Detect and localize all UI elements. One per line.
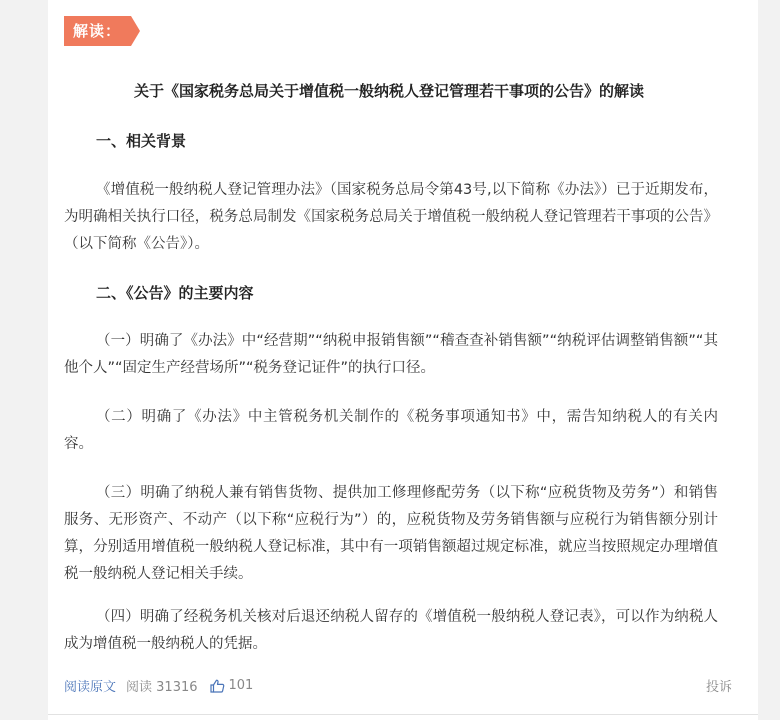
- section-heading-main-content: 二、《公告》的主要内容: [96, 284, 254, 302]
- interpretation-tag: [64, 16, 140, 46]
- section-heading-background: 一、相关背景: [96, 132, 187, 150]
- article-footer: [48, 672, 758, 700]
- report-button[interactable]: 投诉: [705, 680, 732, 695]
- content-item-2: （二）明确了《办法》中主管税务机关制作的《税务事项通知书》中，需告知纳税人的有关内容。: [64, 409, 718, 452]
- article-title: 关于《国家税务总局关于增值税一般纳税人登记管理若干事项的公告》的解读: [133, 82, 644, 100]
- thumbs-up-icon: [210, 679, 225, 693]
- content-item-4: （四）明确了经税务机关核对后退还纳税人留存的《增值税一般纳税人登记表》，可以作为纳税人成为增值税一般纳税人的凭据。: [64, 609, 718, 652]
- interpretation-tag-label: 解读：: [64, 16, 131, 46]
- read-count: 阅读 31316: [126, 680, 198, 695]
- footer-left-group: [64, 676, 253, 695]
- content-item-3: （三）明确了纳税人兼有销售货物、提供加工修理修配劳务（以下称“应税货物及劳务”）和销售服务、无形资产、不动产（以下称“应税行为”）的，应税货物及劳务销售额与应税行为销售额分别计算，分别适用增值税一般纳税人登记标准，其中有一项销售额超过规定标准，就应当按照规定办理增值税一般纳税人登记相关手续。: [64, 485, 718, 582]
- like-button[interactable]: [210, 678, 254, 693]
- footer-divider: [48, 714, 758, 715]
- content-item-1: （一）明确了《办法》中“经营期”“纳税申报销售额”“稽查查补销售额”“纳税评估调整销售额”“其他个人”“固定生产经营场所”“税务登记证件”的执行口径。: [64, 333, 718, 376]
- background-paragraph: 《增值税一般纳税人登记管理办法》（国家税务总局令第43号,以下简称《办法》）已于近期发布，为明确相关执行口径，税务总局制发《国家税务总局关于增值税一般纳税人登记管理若干事项的公告》（以下简称《公告》）。: [64, 182, 718, 252]
- tag-arrow-shape: [131, 16, 140, 46]
- like-count: 101: [228, 678, 254, 693]
- read-original-link[interactable]: 阅读原文: [64, 680, 117, 695]
